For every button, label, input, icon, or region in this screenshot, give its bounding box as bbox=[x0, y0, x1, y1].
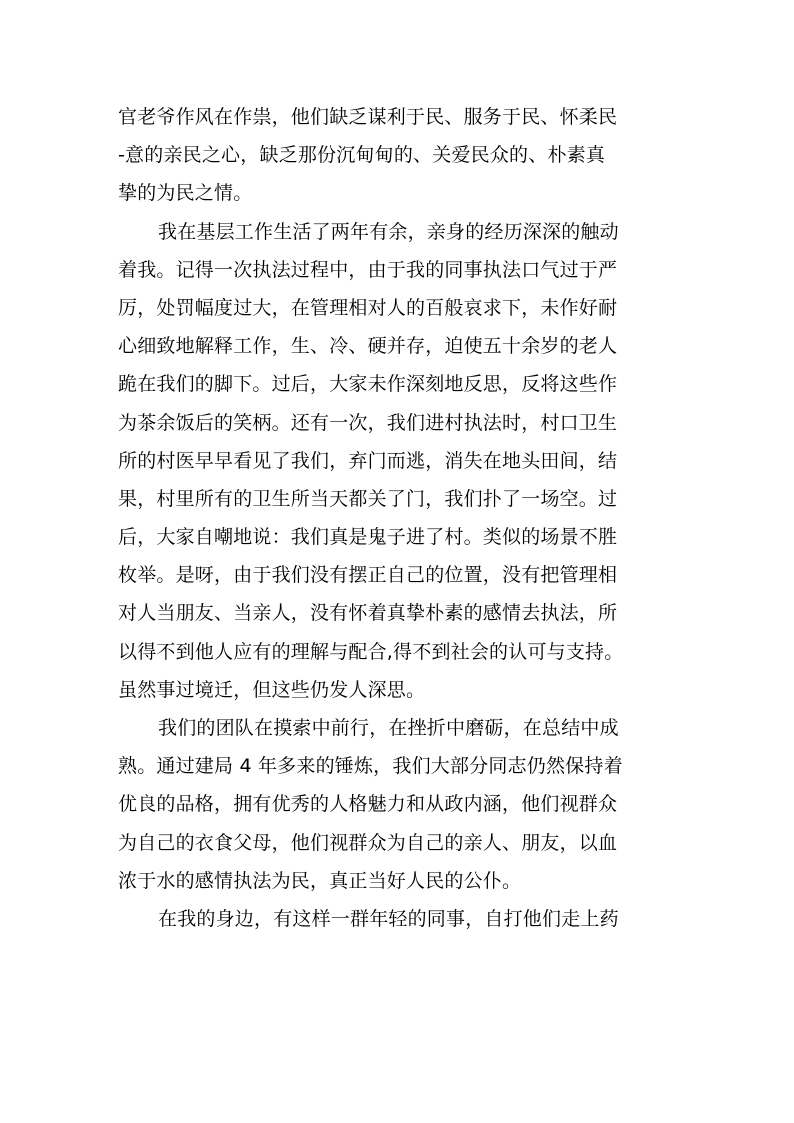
text-line: 官老爷作风在作祟，他们缺乏谋利于民、服务于民、怀柔民 bbox=[118, 106, 618, 128]
text-line: 心细致地解释工作，生、冷、硬并存，迫使五十余岁的老人 bbox=[118, 335, 618, 358]
text-line: 跪在我们的脚下。过后，大家未作深刻地反思，反将这些作 bbox=[118, 373, 618, 396]
body-text bbox=[118, 98, 678, 938]
paragraph-start-line: 在我的身边，有这样一群年轻的同事，自打他们走上药 bbox=[158, 907, 619, 930]
text-line: 厉，处罚幅度过大，在管理相对人的百般哀求下，未作好耐 bbox=[118, 296, 618, 319]
text-line: 对人当朋友、当亲人，没有怀着真挚朴素的感情去执法，所 bbox=[118, 602, 618, 625]
text-line: 虽然事过境迁，但这些仍发人深思。 bbox=[118, 678, 426, 701]
text-line: 为茶余饭后的笑柄。还有一次，我们进村执法时，村口卫生 bbox=[118, 411, 618, 434]
text-line: 熟。通过建局 4 年多来的锤炼，我们大部分同志仍然保持着 bbox=[118, 755, 623, 778]
text-line: 为自己的衣食父母，他们视群众为自己的亲人、朋友，以血 bbox=[118, 831, 618, 854]
text-line: 优良的品格，拥有优秀的人格魅力和从政内涵，他们视群众 bbox=[118, 793, 618, 816]
paragraph-start-line: 我在基层工作生活了两年有余，亲身的经历深深的触动 bbox=[158, 220, 619, 243]
text-line: 果，村里所有的卫生所当天都关了门，我们扑了一场空。过 bbox=[118, 487, 618, 510]
text-line: 所的村医早早看见了我们，弃门而逃，消失在地头田间，结 bbox=[118, 449, 618, 472]
text-line: 以得不到他人应有的理解与配合,得不到社会的认可与支持。 bbox=[118, 640, 624, 663]
paragraph-start-line: 我们的团队在摸索中前行，在挫折中磨砺，在总结中成 bbox=[158, 717, 619, 739]
text-line: -意的亲民之心，缺乏那份沉甸甸的、关爱民众的、朴素真 bbox=[118, 144, 606, 167]
text-line: 挚的为民之情。 bbox=[118, 182, 253, 205]
text-line: 后，大家自嘲地说：我们真是鬼子进了村。类似的场景不胜 bbox=[118, 526, 618, 549]
text-line: 枚举。是呀，由于我们没有摆正自己的位置，没有把管理相 bbox=[118, 564, 618, 587]
text-line: 浓于水的感情执法为民，真正当好人民的公仆。 bbox=[118, 869, 522, 892]
text-line: 着我。记得一次执法过程中，由于我的同事执法口气过于严 bbox=[118, 258, 618, 281]
